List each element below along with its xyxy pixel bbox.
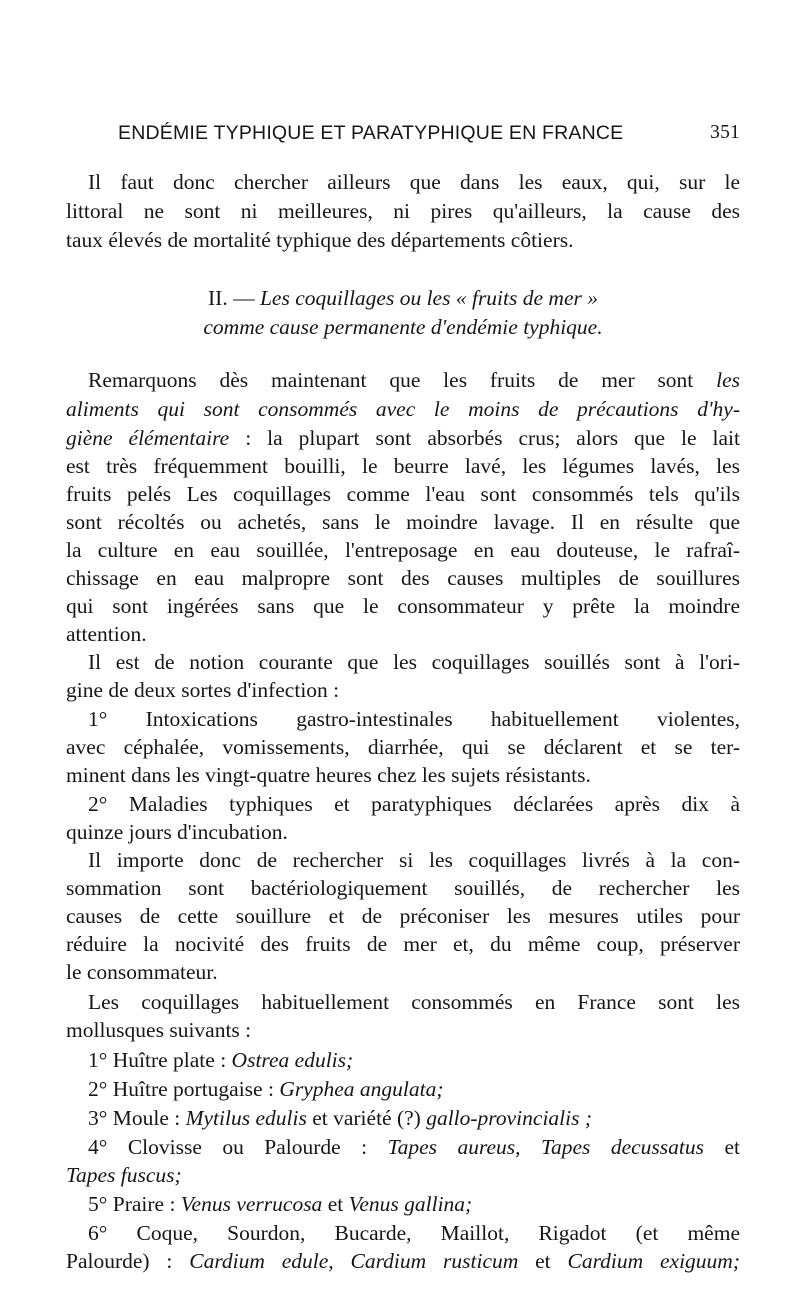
text-line: Les coquillages habituellement consommés en France sont les: [88, 990, 740, 1014]
text-segment-italic: giène élémentaire: [66, 426, 230, 450]
species-number: 2°: [88, 1077, 108, 1101]
species-latin-name-2: Cardium exiguum;: [567, 1249, 740, 1273]
species-number: 5°: [88, 1192, 108, 1216]
species-connector: et: [535, 1249, 551, 1273]
species-latin-name: Tapes aureus, Tapes decussatus: [387, 1135, 705, 1159]
text-line: chissage en eau malpropre sont des causes multiples de souillures: [66, 566, 740, 590]
text-segment: : la plupart sont absorbés crus; alors que le lait: [245, 426, 740, 450]
species-latin-name: Cardium edule, Cardium rusticum: [189, 1249, 519, 1273]
text-line: avec céphalée, vomissements, diarrhée, qui se déclarent et se ter-: [66, 735, 740, 759]
species-number: 3°: [88, 1106, 108, 1130]
species-item: [66, 1219, 740, 1247]
text-line: Il est de notion courante que les coquillages souillés sont à l'ori-: [88, 650, 740, 674]
text-line: [66, 366, 740, 394]
species-common-name: Coque, Sourdon, Bucarde, Maillot, Rigadot (et même: [136, 1221, 740, 1245]
text-line: 2° Maladies typhiques et paratyphiques déclarées après dix à: [88, 792, 740, 816]
text-line: réduire la nocivité des fruits de mer et, du même coup, préserver: [66, 932, 740, 956]
section-heading-line1: [66, 283, 740, 313]
species-latin-name: Venus verrucosa: [180, 1192, 323, 1216]
species-latin-name: Mytilus edulis: [185, 1106, 307, 1130]
species-connector: et: [327, 1192, 344, 1216]
text-line: sont récoltés ou achetés, sans le moindre lavage. Il en résulte que: [66, 510, 740, 534]
species-latin-name-2: Tapes fuscus;: [66, 1163, 182, 1187]
species-connector: et: [724, 1135, 740, 1159]
text-line: gine de deux sortes d'infection :: [66, 678, 340, 702]
species-common-name: Praire :: [112, 1192, 176, 1216]
text-line: qui sont ingérées sans que le consommateur y prête la moindre: [66, 594, 740, 618]
text-line: [66, 424, 740, 452]
text-line: littoral ne sont ni meilleures, ni pires qu'ailleurs, la cause des: [66, 199, 740, 223]
species-common-name: Huître portugaise :: [112, 1077, 274, 1101]
text-line: taux élevés de mortalité typhique des départements côtiers.: [66, 228, 574, 252]
species-common-name: Clovisse ou Palourde :: [127, 1135, 368, 1159]
species-latin-name-2: Venus gallina;: [348, 1192, 473, 1216]
species-latin-name: Ostrea edulis;: [231, 1048, 354, 1072]
text-segment: Remarquons dès maintenant que les fruits de mer sont: [88, 368, 694, 392]
text-line: attention.: [66, 622, 147, 646]
text-line: est très fréquemment bouilli, le beurre lavé, les légumes lavés, les: [66, 454, 740, 478]
page-number: 351: [710, 122, 740, 143]
species-item-continuation: [66, 1161, 740, 1189]
text-line: Il importe donc de rechercher si les coquillages livrés à la con-: [88, 848, 740, 872]
text-line: aliments qui sont consommés avec le moins de précautions d'hy-: [66, 397, 740, 421]
species-latin-name: Gryphea angulata;: [279, 1077, 444, 1101]
species-item: [66, 1133, 740, 1161]
text-line: quinze jours d'incubation.: [66, 820, 288, 844]
species-item: [66, 1046, 740, 1074]
species-latin-name-2: gallo-provincialis ;: [426, 1106, 593, 1130]
running-head-title: ENDÉMIE TYPHIQUE ET PARATYPHIQUE EN FRANCE: [118, 122, 624, 144]
species-number: 4°: [88, 1135, 108, 1159]
section-heading-line2: comme cause permanente d'endémie typhique.: [203, 315, 603, 339]
species-common-name: Moule :: [112, 1106, 181, 1130]
text-line: fruits pelés Les coquillages comme l'eau sont consommés tels qu'ils: [66, 482, 740, 506]
text-line: sommation sont bactériologiquement souillés, de rechercher les: [66, 876, 740, 900]
section-title: Les coquillages ou les « fruits de mer »: [259, 286, 598, 310]
text-line: Il faut donc chercher ailleurs que dans les eaux, qui, sur le: [88, 170, 740, 194]
text-line: mollusques suivants :: [66, 1018, 252, 1042]
text-line: la culture en eau souillée, l'entreposage en eau douteuse, le rafraî-: [66, 538, 740, 562]
species-connector: et variété (?): [312, 1106, 421, 1130]
species-common-name: Huître plate :: [112, 1048, 227, 1072]
species-item: [66, 1104, 740, 1132]
text-line: 1° Intoxications gastro-intestinales habituellement violentes,: [88, 707, 740, 731]
text-line: causes de cette souillure et de préconiser les mesures utiles pour: [66, 904, 740, 928]
text-line: minent dans les vingt-quatre heures chez les sujets résistants.: [66, 763, 591, 787]
species-number: 1°: [88, 1048, 108, 1072]
text-segment-italic: les: [716, 368, 740, 392]
species-item-continuation: [66, 1247, 740, 1275]
species-item: [66, 1075, 740, 1103]
running-head: [118, 118, 740, 148]
species-number: 6°: [88, 1221, 108, 1245]
section-numeral: II. —: [208, 286, 255, 310]
species-item: [66, 1190, 740, 1218]
species-common-name-2: Palourde) :: [66, 1249, 173, 1273]
text-line: le consommateur.: [66, 960, 218, 984]
